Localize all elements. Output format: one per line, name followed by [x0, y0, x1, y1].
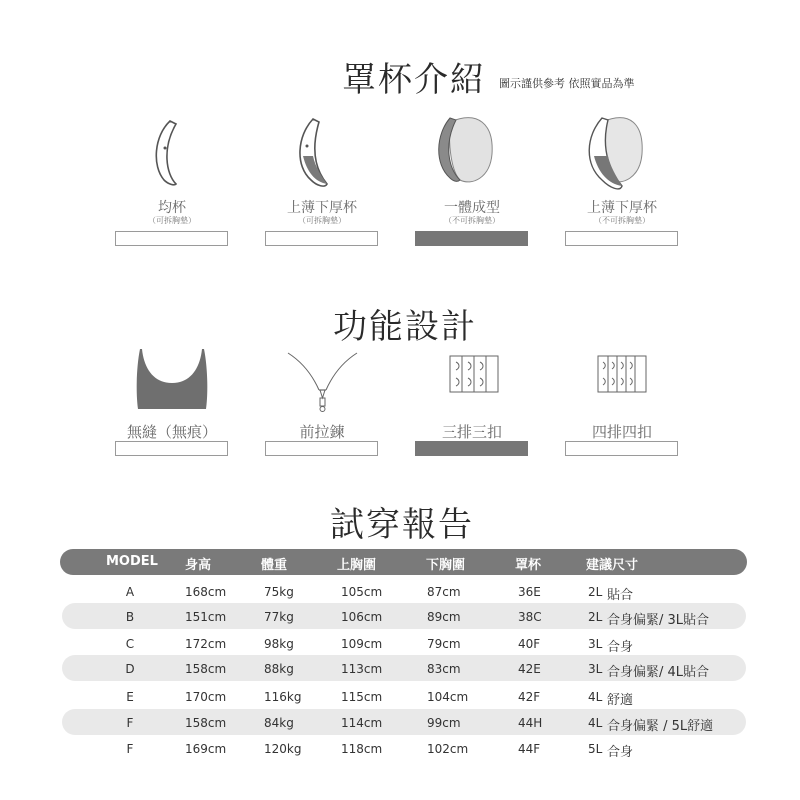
- row-weight: 77kg: [264, 610, 294, 624]
- front-zipper-icon: [285, 350, 360, 415]
- row-under-bust: 99cm: [427, 716, 461, 730]
- function-label-three-hook: 三排三扣: [441, 423, 502, 441]
- row-cup: 42F: [518, 690, 541, 704]
- row-cup: 38C: [518, 610, 542, 624]
- row-cup: 44F: [518, 742, 541, 756]
- function-checkbox-four-hook[interactable]: [565, 441, 678, 456]
- row-weight: 120kg: [264, 742, 302, 756]
- function-label-four-hook: 四排四扣: [591, 423, 652, 441]
- row-model: A: [125, 585, 135, 599]
- row-size: 3L: [588, 662, 603, 676]
- header-under-bust: 下胸圍: [426, 558, 466, 573]
- row-upper-bust: 109cm: [341, 637, 383, 651]
- row-size: 4L: [588, 690, 603, 704]
- cup-checkbox-graduated-removable[interactable]: [265, 231, 378, 246]
- cup-checkbox-uniform[interactable]: [115, 231, 228, 246]
- row-size: 2L: [588, 585, 603, 599]
- header-weight: 體重: [261, 558, 288, 573]
- function-checkbox-three-hook-selected[interactable]: [415, 441, 528, 456]
- header-cup: 罩杯: [515, 558, 542, 573]
- function-label-seamless: 無縫（無痕）: [126, 423, 217, 441]
- row-fit: 合身偏緊/ 4L貼合: [607, 665, 710, 680]
- row-fit: 合身: [607, 640, 634, 655]
- row-upper-bust: 115cm: [341, 690, 383, 704]
- function-section-title: 功能設計: [333, 307, 477, 347]
- row-height: 170cm: [185, 690, 227, 704]
- row-under-bust: 89cm: [427, 610, 461, 624]
- row-model: C: [125, 637, 135, 651]
- cup-sub-uniform: （可拆胸墊）: [148, 216, 196, 225]
- cup-sub-graduated-fixed: （不可拆胸墊）: [594, 216, 650, 225]
- function-checkbox-front-zipper[interactable]: [265, 441, 378, 456]
- row-size: 4L: [588, 716, 603, 730]
- row-weight: 75kg: [264, 585, 294, 599]
- row-model: F: [126, 742, 134, 756]
- row-upper-bust: 106cm: [341, 610, 383, 624]
- row-height: 172cm: [185, 637, 227, 651]
- row-under-bust: 83cm: [427, 662, 461, 676]
- cup-label-uniform: 均杯: [158, 200, 186, 216]
- row-size: 5L: [588, 742, 603, 756]
- row-size: 2L: [588, 610, 603, 624]
- fit-section-title: 試穿報告: [330, 505, 474, 545]
- header-recommended-size: 建議尺寸: [586, 558, 639, 573]
- row-height: 158cm: [185, 716, 227, 730]
- row-weight: 116kg: [264, 690, 302, 704]
- row-fit: 合身偏緊/ 3L貼合: [607, 613, 710, 628]
- header-upper-bust: 上胸圍: [337, 558, 377, 573]
- row-height: 168cm: [185, 585, 227, 599]
- cup-label-molded: 一體成型: [444, 200, 500, 216]
- row-cup: 42E: [518, 662, 541, 676]
- graduated-cup-fixed-icon: [580, 112, 650, 197]
- row-under-bust: 104cm: [427, 690, 469, 704]
- row-fit: 合身: [607, 745, 634, 760]
- function-checkbox-seamless[interactable]: [115, 441, 228, 456]
- row-height: 169cm: [185, 742, 227, 756]
- seamless-bra-icon: [132, 345, 212, 415]
- molded-cup-icon: [430, 112, 500, 197]
- row-cup: 40F: [518, 637, 541, 651]
- row-model: D: [125, 662, 135, 676]
- row-weight: 98kg: [264, 637, 294, 651]
- row-upper-bust: 105cm: [341, 585, 383, 599]
- function-label-front-zipper: 前拉鍊: [299, 423, 345, 441]
- row-model: E: [126, 690, 134, 704]
- reference-note: 圖示謹供參考 依照實品為準: [499, 77, 635, 90]
- cup-checkbox-graduated-fixed[interactable]: [565, 231, 678, 246]
- graduated-cup-removable-icon: [285, 116, 345, 196]
- cup-label-graduated-fixed: 上薄下厚杯: [587, 200, 657, 216]
- row-height: 158cm: [185, 662, 227, 676]
- row-fit: 舒適: [607, 693, 634, 708]
- cup-checkbox-molded-selected[interactable]: [415, 231, 528, 246]
- three-hook-icon: [448, 354, 500, 394]
- row-weight: 88kg: [264, 662, 294, 676]
- row-cup: 44H: [518, 716, 543, 730]
- row-upper-bust: 118cm: [341, 742, 383, 756]
- header-height: 身高: [185, 558, 212, 573]
- row-weight: 84kg: [264, 716, 294, 730]
- row-height: 151cm: [185, 610, 227, 624]
- four-hook-icon: [596, 354, 648, 394]
- row-under-bust: 87cm: [427, 585, 461, 599]
- row-cup: 36E: [518, 585, 541, 599]
- cup-sub-graduated-removable: （可拆胸墊）: [298, 216, 346, 225]
- cup-section-title: 罩杯介紹: [342, 60, 486, 100]
- row-model: F: [126, 716, 134, 730]
- row-upper-bust: 114cm: [341, 716, 383, 730]
- cup-sub-molded: （不可拆胸墊）: [444, 216, 500, 225]
- cup-label-graduated-removable: 上薄下厚杯: [287, 200, 357, 216]
- row-under-bust: 102cm: [427, 742, 469, 756]
- row-under-bust: 79cm: [427, 637, 461, 651]
- row-model: B: [125, 610, 135, 624]
- row-fit: 合身偏緊 / 5L舒適: [607, 719, 714, 734]
- header-model: MODEL: [106, 554, 158, 569]
- table-header: [60, 549, 747, 575]
- row-upper-bust: 113cm: [341, 662, 383, 676]
- row-fit: 貼合: [607, 588, 634, 603]
- row-size: 3L: [588, 637, 603, 651]
- uniform-cup-icon: [140, 118, 200, 193]
